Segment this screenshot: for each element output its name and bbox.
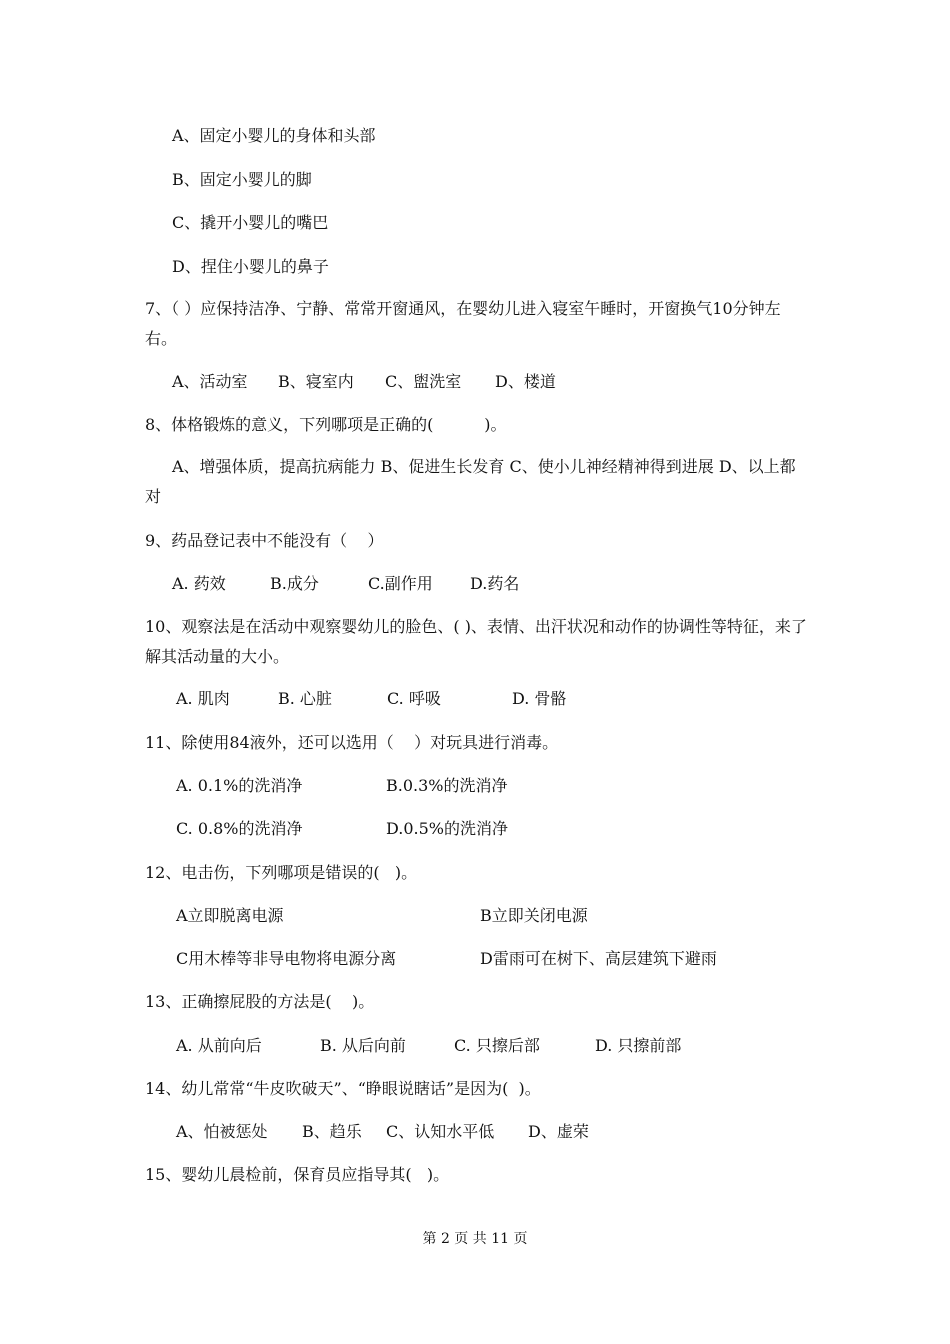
option-prev-d: D、捏住小婴儿的鼻子 xyxy=(172,257,329,276)
option-prev-c: C、撬开小婴儿的嘴巴 xyxy=(172,213,329,232)
q11-option-a: A. 0.1%的洗消净 xyxy=(176,776,303,795)
question-12-stem: 12、电击伤，下列哪项是错误的( )。 xyxy=(145,863,418,882)
q7-option-a: A、活动室 xyxy=(172,372,248,391)
q11-option-c: C. 0.8%的洗消净 xyxy=(176,819,303,838)
q8-options: A、增强体质，提高抗病能力 B、促进生长发育 C、使小儿神经精神得到进展 D、以上都对 xyxy=(145,457,796,506)
q13-option-b: B. 从后向前 xyxy=(320,1036,406,1055)
q13-option-d: D. 只擦前部 xyxy=(595,1036,682,1055)
question-14-stem: 14、幼儿常常“牛皮吹破天”、“睁眼说瞎话”是因为( )。 xyxy=(145,1079,541,1098)
q11-option-d: D.0.5%的洗消净 xyxy=(386,819,508,838)
question-10-stem: 10、观察法是在活动中观察婴幼儿的脸色、( )、表情、出汗状况和动作的协调性等特征，来了解其活动量的大小。 xyxy=(145,617,807,666)
question-13-stem: 13、正确擦屁股的方法是( )。 xyxy=(145,992,375,1011)
q9-option-c: C.副作用 xyxy=(368,574,433,593)
q9-option-a: A. 药效 xyxy=(172,574,226,593)
q12-option-b: B立即关闭电源 xyxy=(480,906,588,925)
question-11-stem: 11、除使用84液外，还可以选用（ ）对玩具进行消毒。 xyxy=(145,733,559,752)
page-footer: 第 2 页 共 11 页 xyxy=(422,1231,528,1247)
option-prev-a: A、固定小婴儿的身体和头部 xyxy=(172,126,376,145)
q10-option-c: C. 呼吸 xyxy=(387,689,441,708)
q7-option-c: C、盥洗室 xyxy=(385,372,462,391)
q10-option-b: B. 心脏 xyxy=(278,689,332,708)
q14-option-c: C、认知水平低 xyxy=(386,1122,495,1141)
q14-option-a: A、怕被惩处 xyxy=(176,1122,268,1141)
question-9-stem: 9、药品登记表中不能没有（ ） xyxy=(145,531,384,550)
question-15-stem: 15、婴幼儿晨检前，保育员应指导其( )。 xyxy=(145,1165,450,1184)
question-7-stem: 7、（ ）应保持洁净、宁静、常常开窗通风，在婴幼儿进入寝室午睡时，开窗换气10分钟左右。 xyxy=(145,299,781,348)
q9-option-b: B.成分 xyxy=(270,574,319,593)
option-prev-b: B、固定小婴儿的脚 xyxy=(172,170,312,189)
q9-option-d: D.药名 xyxy=(470,574,520,593)
q12-option-d: D雷雨可在树下、高层建筑下避雨 xyxy=(480,949,717,968)
q10-option-a: A. 肌肉 xyxy=(176,689,230,708)
q12-option-c: C用木棒等非导电物将电源分离 xyxy=(176,949,397,968)
q7-option-b: B、寝室内 xyxy=(278,372,354,391)
q13-option-a: A. 从前向后 xyxy=(176,1036,262,1055)
q11-option-b: B.0.3%的洗消净 xyxy=(386,776,508,795)
q13-option-c: C. 只擦后部 xyxy=(454,1036,540,1055)
q10-option-d: D. 骨骼 xyxy=(512,689,567,708)
q14-option-d: D、虚荣 xyxy=(528,1122,589,1141)
q7-option-d: D、楼道 xyxy=(495,372,556,391)
question-8-stem: 8、体格锻炼的意义，下列哪项是正确的( )。 xyxy=(145,415,507,434)
q12-option-a: A立即脱离电源 xyxy=(176,906,284,925)
q14-option-b: B、趋乐 xyxy=(302,1122,362,1141)
